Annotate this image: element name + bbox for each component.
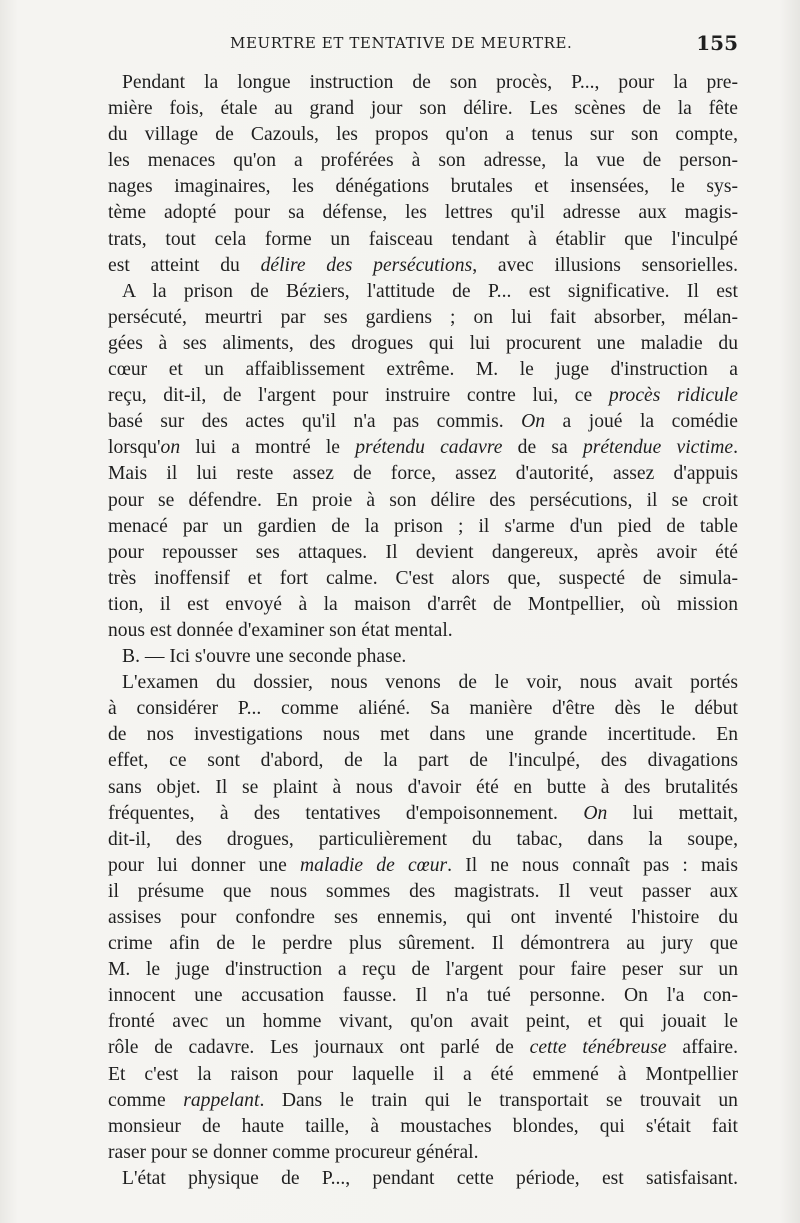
body-text <box>108 70 738 1192</box>
page-number: 155 <box>696 31 738 55</box>
text-line: il présume que nous sommes des magistrats. Il veut passer aux <box>108 880 738 902</box>
running-head: MEURTRE ET TENTATIVE DE MEURTRE. <box>230 34 573 52</box>
text-line: mière fois, étale au grand jour son délire. Les scènes de la fête <box>108 98 738 120</box>
text-line: pour repousser ses attaques. Il devient dangereux, après avoir été <box>108 541 738 563</box>
text-line: sans objet. Il se plaint à nous d'avoir été en butte à des brutalités <box>108 776 738 798</box>
text-line: B. — Ici s'ouvre une seconde phase. <box>122 646 407 668</box>
text-line: basé sur des actes qu'il n'a pas commis. On a joué la comédie <box>108 411 738 433</box>
text-line: L'examen du dossier, nous venons de le voir, nous avait portés <box>122 672 738 694</box>
text-line: Mais il lui reste assez de force, assez d'autorité, assez d'appuis <box>108 463 738 485</box>
text-line: reçu, dit-il, de l'argent pour instruire contre lui, ce procès ridicule <box>108 385 738 407</box>
text-line: monsieur de haute taille, à moustaches blondes, qui s'était fait <box>108 1115 738 1137</box>
text-line: M. le juge d'instruction a reçu de l'argent pour faire peser sur un <box>108 959 738 981</box>
text-line: tème adopté pour sa défense, les lettres qu'il adresse aux magis- <box>108 202 738 224</box>
text-line: fréquentes, à des tentatives d'empoisonnement. On lui mettait, <box>108 802 738 824</box>
text-line: tion, il est envoyé à la maison d'arrêt de Montpellier, où mission <box>108 593 738 615</box>
text-line: les menaces qu'on a proférées à son adresse, la vue de person- <box>108 150 738 172</box>
text-line: innocent une accusation fausse. Il n'a tué personne. On l'a con- <box>108 985 738 1007</box>
text-line: est atteint du délire des persécutions, avec illusions sensorielles. <box>108 254 738 276</box>
text-line: rôle de cadavre. Les journaux ont parlé de cette ténébreuse affaire. <box>108 1037 738 1059</box>
text-line: Et c'est la raison pour laquelle il a été emmené à Montpellier <box>108 1063 738 1085</box>
text-line: très inoffensif et fort calme. C'est alors que, suspecté de simula- <box>108 567 738 589</box>
text-line: assises pour confondre ses ennemis, qui ont inventé l'histoire du <box>108 907 738 928</box>
text-line: nous est donnée d'examiner son état mental. <box>108 619 453 641</box>
text-line: lorsqu'on lui a montré le prétendu cadavre de sa prétendue victime. <box>108 437 738 459</box>
text-line: cœur et un affaiblissement extrême. M. le juge d'instruction a <box>108 359 738 381</box>
text-line: de nos investigations nous met dans une grande incertitude. En <box>108 724 738 746</box>
text-line: raser pour se donner comme procureur général. <box>108 1141 479 1163</box>
text-line: effet, ce sont d'abord, de la part de l'inculpé, des divagations <box>108 750 738 772</box>
text-line: du village de Cazouls, les propos qu'on a tenus sur son compte, <box>108 124 738 146</box>
text-line: persécuté, meurtri par ses gardiens ; on lui fait absorber, mélan- <box>108 306 738 328</box>
text-line: à considérer P... comme aliéné. Sa manière d'être dès le début <box>108 698 738 720</box>
text-line: fronté avec un homme vivant, qu'on avait peint, et qui jouait le <box>108 1011 738 1033</box>
text-line: nages imaginaires, les dénégations brutales et insensées, le sys- <box>108 176 738 198</box>
text-line: Pendant la longue instruction de son procès, P..., pour la pre- <box>122 72 738 93</box>
text-line: gées à ses aliments, des drogues qui lui procurent une maladie du <box>108 332 738 354</box>
text-line: pour lui donner une maladie de cœur. Il ne nous connaît pas : mais <box>108 854 738 876</box>
text-line: trats, tout cela forme un faisceau tendant à établir que l'inculpé <box>108 228 738 250</box>
text-line: pour se défendre. En proie à son délire des persécutions, il se croit <box>108 489 738 511</box>
page-header <box>108 31 738 58</box>
text-line: menacé par un gardien de la prison ; il s'arme d'un pied de table <box>108 515 738 537</box>
text-line: dit-il, des drogues, particulièrement du tabac, dans la soupe, <box>108 828 738 850</box>
text-line: L'état physique de P..., pendant cette période, est satisfaisant. <box>122 1167 738 1189</box>
text-line: comme rappelant. Dans le train qui le transportait se trouvait un <box>108 1089 738 1111</box>
text-line: crime afin de le perdre plus sûrement. Il démontrera au jury que <box>108 933 738 955</box>
text-line: A la prison de Béziers, l'attitude de P... est significative. Il est <box>122 280 738 302</box>
